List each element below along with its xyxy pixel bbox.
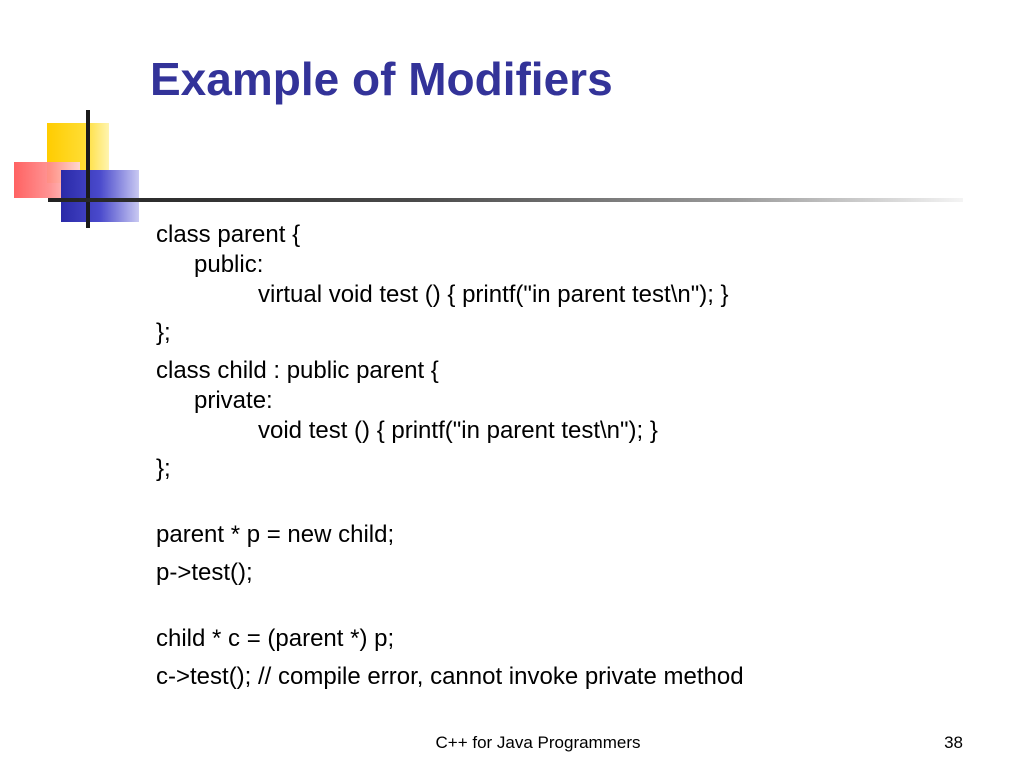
slide-title: Example of Modifiers — [150, 53, 613, 105]
page-number: 38 — [944, 733, 963, 752]
code-line: c->test(); // compile error, cannot invoke private method — [156, 663, 744, 690]
code-line: public: — [194, 251, 264, 278]
code-line: class parent { — [156, 221, 301, 248]
code-line: private: — [194, 387, 273, 414]
code-line: }; — [156, 455, 171, 482]
blue-square — [61, 170, 139, 222]
code-line: child * c = (parent *) p; — [156, 625, 395, 652]
vertical-rule — [86, 110, 90, 228]
code-line: void test () { printf("in parent test\n"); } — [258, 417, 658, 444]
code-line: virtual void test () { printf("in parent test\n"); } — [258, 281, 729, 308]
code-line: class child : public parent { — [156, 357, 439, 384]
slide-footer: C++ for Java Programmers — [435, 733, 641, 752]
code-line: }; — [156, 319, 171, 346]
code-block — [156, 220, 744, 692]
code-line: p->test(); — [156, 559, 253, 586]
title-divider — [48, 198, 963, 202]
code-line: parent * p = new child; — [156, 521, 395, 548]
